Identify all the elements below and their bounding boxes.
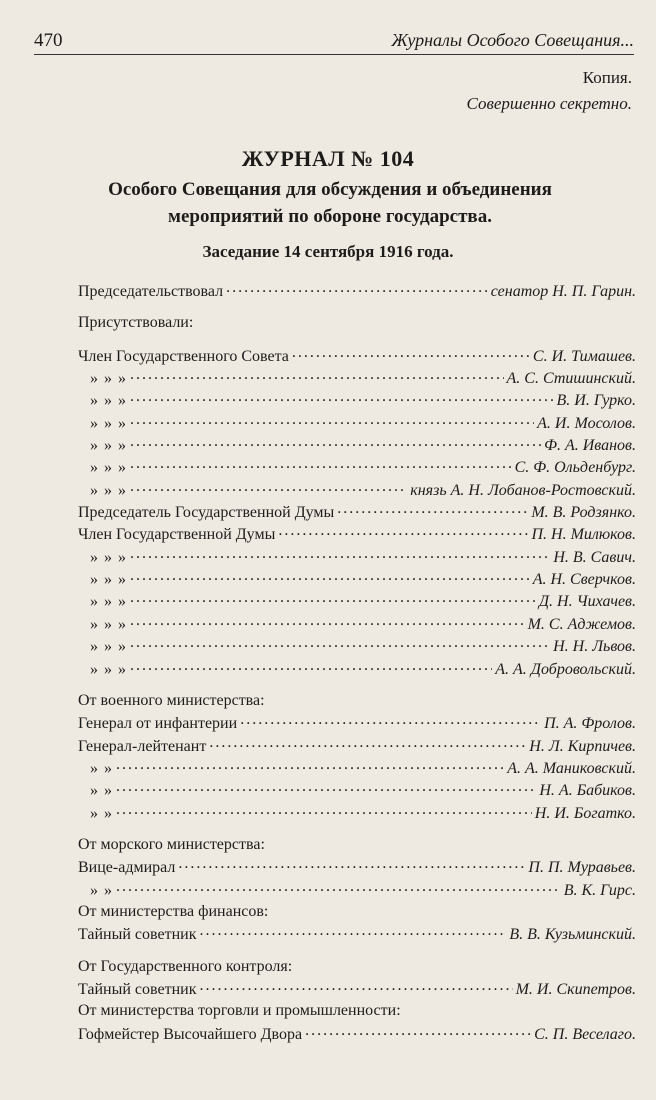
section-heading: От Государственного контроля: (78, 957, 293, 975)
leader-dots (209, 737, 526, 751)
list-item (78, 737, 636, 759)
person-name: Ф. А. Иванов. (544, 437, 636, 455)
ditto-marks: » » (90, 782, 113, 800)
list-item (78, 503, 636, 525)
person-name: Н. А. Бабиков. (539, 782, 636, 800)
list-item (78, 592, 636, 614)
person-name: Н. Н. Львов. (553, 638, 636, 656)
leader-dots (130, 458, 512, 472)
section-heading: От морского министерства: (78, 835, 265, 853)
list-item (78, 347, 636, 369)
list-item (78, 436, 636, 458)
person-name: М. С. Аджемов. (527, 615, 636, 633)
leader-dots (116, 759, 504, 773)
ditto-marks: » » » (90, 571, 127, 589)
list-item (78, 980, 636, 1002)
person-name: А. И. Мосолов. (537, 414, 636, 432)
leader-dots (178, 858, 525, 872)
ditto-marks: » » » (90, 615, 127, 633)
leader-dots (337, 503, 528, 517)
attendance-list (78, 282, 636, 1047)
journal-title: ЖУРНАЛ № 104 (241, 146, 415, 171)
page-number: 470 (34, 30, 63, 51)
present-heading: Присутствовали: (78, 314, 194, 332)
running-title: Журналы Особого Совещания... (391, 30, 634, 50)
row-label: Гофмейстер Высочайшего Двора (78, 1025, 303, 1043)
leader-dots (226, 282, 488, 296)
person-name: Н. Л. Кирпичев. (529, 737, 636, 755)
leader-dots (292, 347, 530, 361)
person-name: Н. И. Богатко. (534, 804, 636, 822)
subtitle-line: мероприятий по обороне государства. (168, 206, 492, 227)
person-name: А. А. Маниковский. (507, 759, 636, 777)
row-label: Вице-адмирал (78, 859, 176, 877)
session-date: Заседание 14 сентября 1916 года. (202, 242, 454, 261)
leader-dots (116, 781, 536, 795)
ditto-marks: » » (90, 804, 113, 822)
list-item (78, 660, 636, 682)
row-label: Генерал от инфантерии (78, 715, 238, 733)
chair-row (78, 282, 636, 304)
leader-dots (130, 548, 550, 562)
leader-dots (130, 369, 504, 383)
leader-dots (116, 881, 561, 895)
person-name: В. В. Кузьминский. (509, 926, 636, 944)
copy-label: Копия. (582, 68, 632, 87)
person-name: князь А. Н. Лобанов-Ростовский. (410, 481, 636, 499)
ditto-marks: » » (90, 759, 113, 777)
ditto-marks: » » » (90, 548, 127, 566)
list-item (78, 781, 636, 803)
leader-dots (130, 391, 553, 405)
person-name: А. А. Добровольский. (495, 660, 636, 678)
ditto-marks: » » » (90, 638, 127, 656)
section-heading: От военного министерства: (78, 691, 265, 709)
list-item (78, 615, 636, 637)
section-heading: От министерства финансов: (78, 902, 269, 920)
list-item (78, 481, 636, 503)
section-heading: От министерства торговли и промышленности: (78, 1002, 401, 1020)
row-label: Тайный советник (78, 926, 197, 944)
leader-dots (199, 980, 512, 994)
list-item (78, 637, 636, 659)
leader-dots (240, 714, 541, 728)
list-item (78, 804, 636, 826)
person-name: А. С. Стишинский. (506, 370, 636, 388)
leader-dots (305, 1025, 531, 1039)
ditto-marks: » » » (90, 370, 127, 388)
ditto-marks: » » » (90, 414, 127, 432)
leader-dots (130, 615, 525, 629)
leader-dots (130, 436, 541, 450)
list-item (78, 714, 636, 736)
person-name: Н. В. Савич. (553, 548, 636, 566)
list-item (78, 1025, 636, 1047)
ditto-marks: » » » (90, 392, 127, 410)
ditto-marks: » » » (90, 459, 127, 477)
row-label: Председательствовал (78, 283, 224, 300)
list-item (78, 858, 636, 880)
classification-label: Совершенно секретно. (466, 94, 632, 113)
ditto-marks: » » » (90, 593, 127, 611)
ditto-marks: » » (90, 881, 113, 899)
leader-dots (130, 637, 550, 651)
person-name: С. И. Тимашев. (532, 347, 636, 365)
leader-dots (278, 525, 528, 539)
person-name: П. П. Муравьев. (528, 859, 636, 877)
list-item (78, 369, 636, 391)
row-label: Генерал-лейтенант (78, 737, 207, 755)
row-label: Член Государственной Думы (78, 526, 276, 544)
leader-dots (130, 414, 534, 428)
person-name: М. В. Родзянко. (531, 504, 636, 522)
leader-dots (130, 481, 407, 495)
running-header (34, 30, 634, 55)
ditto-marks: » » » (90, 660, 127, 678)
ditto-marks: » » » (90, 437, 127, 455)
row-label: Тайный советник (78, 980, 197, 998)
row-label: Председатель Государственной Думы (78, 504, 335, 522)
person-name: С. Ф. Ольденбург. (514, 459, 636, 477)
person-name: В. И. Гурко. (556, 392, 636, 410)
list-item (78, 881, 636, 903)
journal-subtitle (40, 176, 620, 230)
list-item (78, 391, 636, 413)
person-name: В. К. Гирс. (563, 881, 636, 899)
person-name: С. П. Веселаго. (534, 1025, 636, 1043)
list-item (78, 570, 636, 592)
leader-dots (130, 570, 530, 584)
person-name: Д. Н. Чихачев. (538, 593, 636, 611)
list-item (78, 548, 636, 570)
list-item (78, 525, 636, 547)
ditto-marks: » » » (90, 481, 127, 499)
person-name: М. И. Скипетров. (515, 980, 636, 998)
list-item (78, 458, 636, 480)
person-name: П. А. Фролов. (544, 715, 636, 733)
leader-dots (199, 925, 506, 939)
list-item (78, 925, 636, 947)
leader-dots (130, 660, 492, 674)
row-label: Член Государственного Совета (78, 347, 289, 365)
leader-dots (116, 804, 532, 818)
person-name: А. Н. Сверчков. (532, 571, 636, 589)
person-name: П. Н. Милюков. (531, 526, 636, 544)
list-item (78, 414, 636, 436)
leader-dots (130, 592, 536, 606)
list-item (78, 759, 636, 781)
subtitle-line: Особого Совещания для обсуждения и объединения (108, 179, 552, 200)
person-name: сенатор Н. П. Гарин. (490, 283, 636, 300)
